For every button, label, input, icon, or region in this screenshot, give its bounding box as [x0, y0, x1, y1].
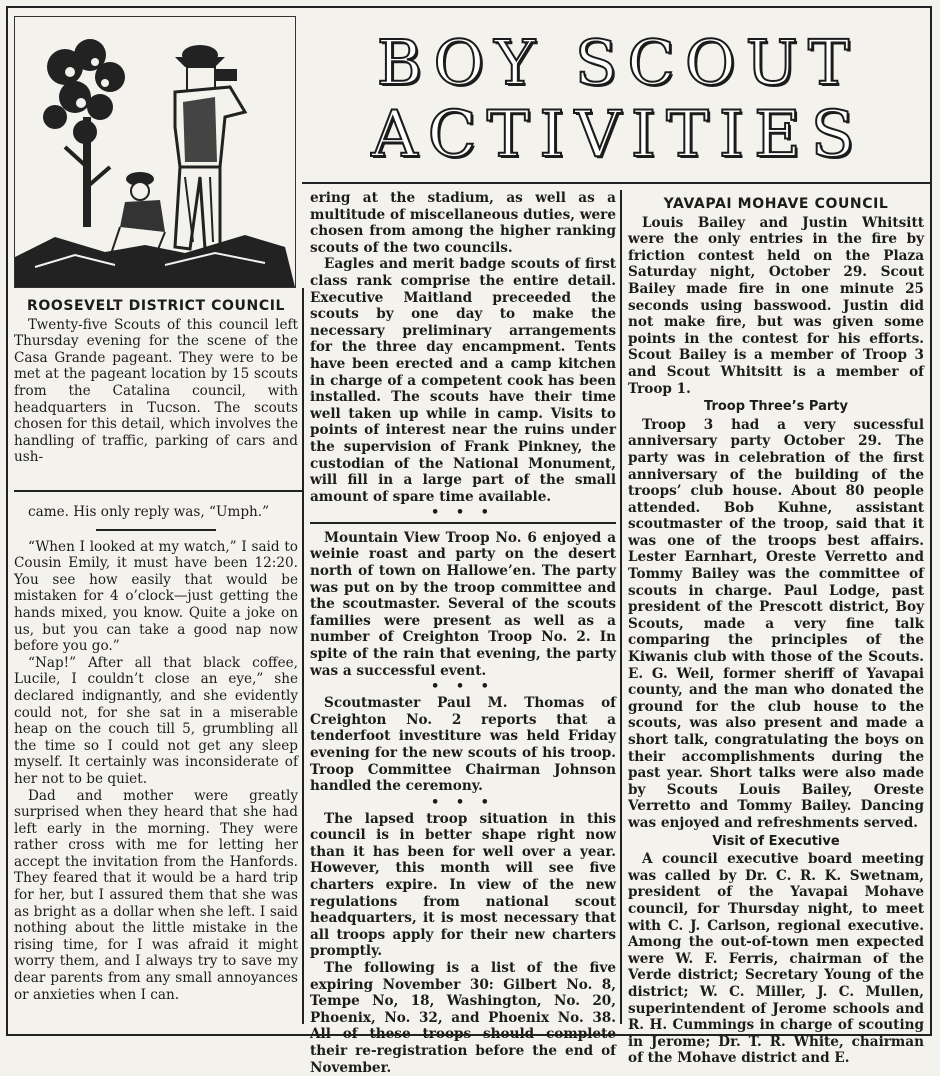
- separator-dots: • • •: [431, 794, 495, 810]
- article-paragraph: Louis Bailey and Justin Whitsitt were the only entries in the fire by friction contest held on the Plaza Saturday night, October 29. Scout Bailey made fire in one minute 25 seconds using basswood. Justin did not make fire, but was given some points in the contest for his efforts. Scout Bailey is a member of Troop 3 and Scout Whitsitt is a member of Troop 1.: [628, 214, 924, 397]
- masthead-rule: [302, 182, 932, 184]
- separator-dots: • • •: [431, 505, 495, 521]
- article-paragraph: Eagles and merit badge scouts of first class rank comprise the entire detail. Executive Maitland preceeded the scouts by one day to make the necessary preliminary arrangements for the three day encampment. Tents have been erected and a camp kitchen in charge of a competent cook has been installed. The scouts have their time well taken up while in camp. Visits to points of interest near the ruins under the supervision of Frank Pinkney, the custodian of the National Monument, will fill in a large part of the small amount of spare time available.: [310, 256, 616, 505]
- roosevelt-section: [14, 298, 298, 466]
- column-rule-right: [620, 190, 622, 1024]
- subheading: Visit of Executive: [712, 833, 840, 849]
- article-paragraph: Mountain View Troop No. 6 enjoyed a weinie roast and party on the desert north of town on Hallowe’en. The party was put on by the troop committee and the scoutmaster. Several of the scouts families were present as well as a number of Creighton Troop No. 2. In spite of the rain that evening, the party was a successful event.: [310, 529, 616, 679]
- section-heading: ROOSEVELT DISTRICT COUNCIL: [26, 298, 286, 314]
- yavapai-section: [628, 196, 924, 1067]
- section-heading: YAVAPAI MOHAVE COUNCIL: [663, 196, 889, 212]
- article-paragraph: “Nap!” After all that black coffee, Lucile, I couldn’t close an eye,” she declared indignantly, and she evidently could not, for she sat in a miserable heap on the couch till 5, grumbling all the time so I could not get any sleep myself. It certainly was inconsiderate of her not to be quiet.: [14, 654, 298, 787]
- article-paragraph: ering at the stadium, as well as a multitude of miscellaneous duties, were chosen from among the higher ranking scouts of the two councils.: [310, 190, 616, 256]
- article-paragraph: Dad and mother were greatly surprised when they heard that she had left early in the morning. They were rather cross with me for letting her accept the invitation from the Hanfords. They feared that it would be a hard trip for her, but I assured them that she was as bright as a dollar when she left. I said nothing about the little mistake in the rising time, for I was afraid it might worry them, and I always try to save my dear parents from any small annoyances or anxieties when I can.: [14, 787, 298, 1003]
- divider: [310, 522, 616, 524]
- page-title-line-2: ACTIVITIES: [371, 98, 865, 172]
- article-paragraph: Scoutmaster Paul M. Thomas of Creighton No. 2 reports that a tenderfoot investiture was held Friday evening for the new scouts of his troop. Troop Committee Chairman Johnson handled the ceremony.: [310, 695, 616, 795]
- subheading: Troop Three’s Party: [704, 399, 848, 415]
- article-paragraph: “When I looked at my watch,” I said to Cousin Emily, it must have been 12:20. You see how easily that would be mistaken for 4 o’clock—just getting the hands mixed, you know. Quite a joke on us, but you can take a good nap now before you go.”: [14, 538, 298, 655]
- roosevelt-continued-section: [310, 190, 616, 1076]
- column-rule-left: [302, 288, 304, 1024]
- divider: [96, 529, 216, 531]
- article-paragraph: came. His only reply was, “Umph.”: [28, 504, 270, 520]
- story-section: [14, 500, 298, 1003]
- article-paragraph: A council executive board meeting was called by Dr. C. R. K. Swetnam, president of the Yavapai Mohave council, for Thursday night, to meet with C. J. Carlson, regional executive. Among the out-of-town men expected were W. F. Ferris, chairman of the Verde district; Secretary Young of the district; W. C. Miller, J. C. Mullen, superintendent of Jerome schools and R. H. Cummings in charge of scouting in Jerome; Dr. T. R. White, chairman of the Mohave district and E.: [628, 851, 924, 1067]
- article-paragraph: Troop 3 had a very sucessful anniversary party October 29. The party was in celebration of the first anniversary of the building of the troops’ club house. About 80 people attended. Bob Kuhne, assistant scoutmaster of the troop, said that it was one of the troops best affairs. Lester Earnhart, Oreste Verretto and Tommy Bailey was the committee of scouts in charge. Paul Lodge, past president of the Prescott district, Boy Scouts, made a very fine talk comparing the principles of the Kiwanis club with those of the Scouts. E. G. Weil, former sheriff of Yavapai county, and the man who donated the ground for the club house to the scouts, was also present and made a short talk, congratulating the boys on their accomplishments during the past year. Short talks were also made by Scouts Louis Bailey, Oreste Verretto and Tommy Bailey. Dancing was enjoyed and refreshments served.: [628, 416, 924, 831]
- separator-dots: • • •: [431, 679, 495, 695]
- scouts-with-binoculars-icon: [15, 17, 295, 287]
- scout-illustration: [14, 16, 296, 288]
- page-title-line-1: BOY SCOUT: [376, 26, 860, 99]
- article-paragraph: The following is a list of the five expiring November 30: Gilbert No. 8, Tempe No, 18, Washington, No. 20, Phoenix, No. 32, and Phoenix No. 38. All of these troops should complete their re-registration before the end of November.: [310, 960, 616, 1076]
- article-paragraph: The lapsed troop situation in this council is in better shape right now than it has been for well over a year. However, this month will see five charters expire. In view of the new regulations from national scout headquarters, it is most necessary that all troops apply for their new charters promptly.: [310, 810, 616, 960]
- section-rule: [14, 490, 302, 492]
- article-paragraph: Twenty-five Scouts of this council left Thursday evening for the scene of the Casa Grande pageant. They were to be met at the pageant location by 15 scouts from the Catalina council, with headquarters in Tucson. The scouts chosen for this detail, which involves the handling of traffic, parking of cars and ush-: [14, 316, 298, 466]
